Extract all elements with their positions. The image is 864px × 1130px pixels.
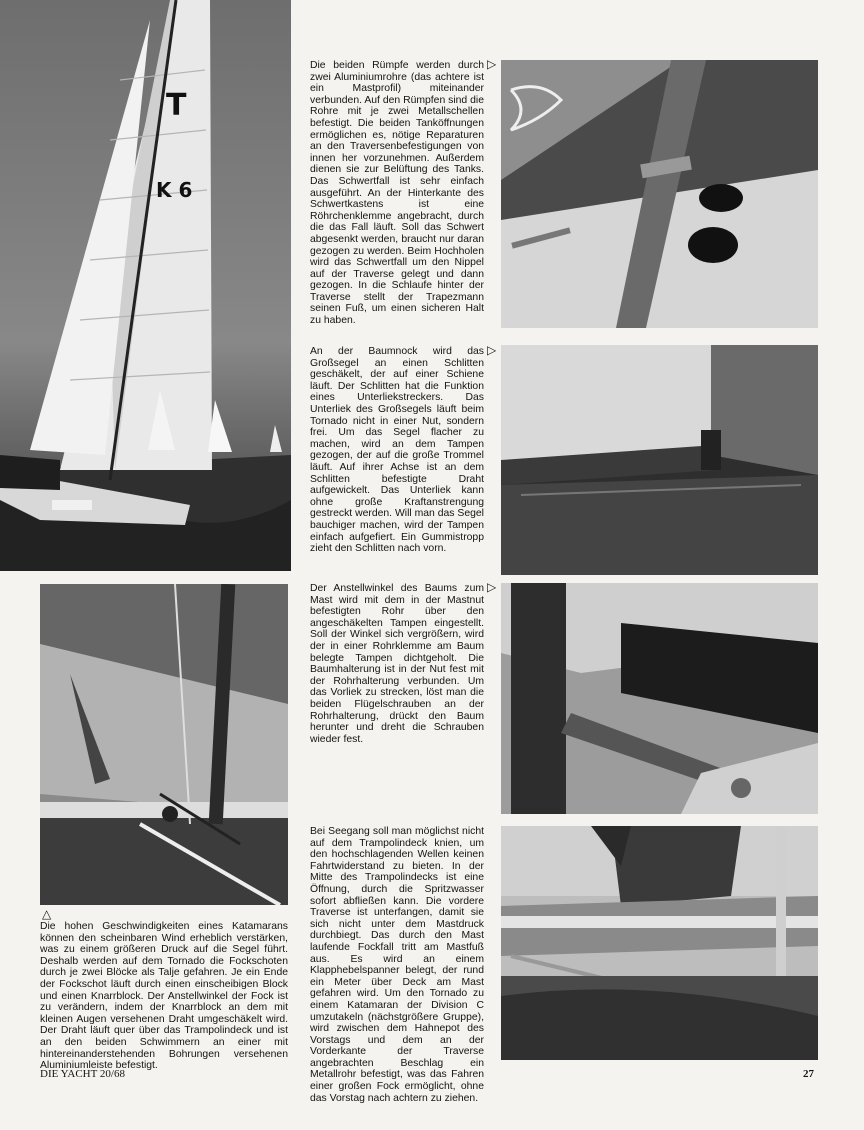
photo-boom-end (501, 345, 818, 575)
arrow-right-icon: ▷ (487, 580, 497, 594)
magazine-footer: DIE YACHT 20/68 (40, 1068, 125, 1080)
photo-cross-beam (501, 826, 818, 1060)
sail-number: K 6 (156, 178, 193, 202)
sail-letter: T (166, 88, 187, 123)
photo-racing-catamaran (0, 0, 291, 571)
page-number: 27 (803, 1068, 814, 1080)
text-boom: An der Baumnock wird das Großsegel an einen Schlitten geschäkelt, der auf einer Schiene läuft. Der Schlitten hat die Funktion eines Unterliekstreckers. Das Unterliek des Großsegels läuft beim Tornado nicht in einer Nut, sondern frei. Um das Segel flacher zu machen, wird an dem Tampen gezogen, der auf die große Trommel läuft. Auf ihrer Achse ist an dem Schlitten befestigte Draht aufgewickelt. Das Unterliek kann ohne große Kraftanstrengung gestreckt werden. Will man das Segel bauchiger machen, wird der Tampen einfach aufgefiert. Ein Gummistropp zieht den Schlitten nach vorn. (310, 346, 484, 555)
text-jib-sheets: Die hohen Geschwindigkeiten eines Katamarans können den scheinbaren Wind erheblich verstärken, was zu einem größeren Druck auf die Segel führt. Deshalb werden auf dem Tornado die Fockschoten durch je zwei Blöcke als Talje gefahren. Je ein Ende der Fockschot läuft durch einen einscheibigen Block und einen Knarrblock. Der Anstellwinkel der Fock ist zu verändern, indem der Knarrblock an dem mit kleinen Augen versehenen Draht umgeschäkelt wird. Der Draht läuft quer über das Trampolindeck und ist an den beiden Schwimmern an einer mit hintereinanderstehenden Bohrungen versehenen Aluminiumleiste befestigt. (40, 921, 288, 1072)
photo-hulls-tank-openings (501, 60, 818, 328)
text-angle: Der Anstellwinkel des Baums zum Mast wird mit dem in der Mastnut befestigten Rohr über den angeschäkelten Tampen eingestellt. Soll der Winkel sich vergrößern, wird der in einer Rohrklemme am Baum belegte Tampen dichtgeholt. Die Baumhalterung ist in der Nut fest mit der Rohrhalterung verbunden. Um das Vorliek zu strecken, löst man die beiden Flügelschrauben an der Rohrhalterung, drückt den Baum herunter und dreht die Schrauben wieder fest. (310, 583, 484, 745)
text-seaway: Bei Seegang soll man möglichst nicht auf dem Trampolindeck knien, um den hochschlagenden Wellen keinen Fahrtwiderstand zu bieten. In der Mitte des Trampolindecks ist eine Öffnung, durch die Spritzwasser sofort abfließen kann. Die vordere Traverse ist unterfangen, damit sie sich nicht unter dem Mastdruck durchbiegt. Das durch den Mast laufende Fockfall tritt am Mastfuß aus. Es wird an einem Klapphebelspanner belegt, der rund ein Meter über Deck am Mast gefahren wird. Um den Tornado zu einem Katamaran der Division C umzutakeln (nächstgrößere Gruppe), wird zwischen dem Hahnepot des Vorstags und dem an der Vorderkante der Traverse angebrachten Beschlag ein Metallrohr befestigt, was das Fahren einer großen Fock ermöglicht, ohne das Vorstag nach achtern zu ziehen. (310, 826, 484, 1104)
arrow-right-icon: ▷ (487, 57, 497, 71)
arrow-up-icon: △ (42, 907, 52, 921)
photo-jib-sheets (40, 584, 288, 905)
arrow-right-icon: ▷ (487, 343, 497, 357)
photo-boom-gooseneck (501, 583, 818, 814)
text-hulls: Die beiden Rümpfe werden durch zwei Aluminiumrohre (das achtere ist ein Mastprofil) miteinander verbunden. Auf den Rümpfen sind die Rohre mit je zwei Metallschellen befestigt. Die beiden Tanköffnungen ermöglichen es, nötige Reparaturen an den Traversenbefestigungen von innen her vorzunehmen. Außerdem dienen sie zur Belüftung des Tanks. Das Schwertfall ist sehr einfach ausgeführt. An der Hinterkante des Schwertkastens ist eine Röhrchenklemme angebracht, durch die das Fall läuft. Soll das Schwert abgesenkt werden, braucht nur daran gezogen zu werden. Beim Hochholen wird das Schwertfall um den Nippel auf der Traverse gelegt und dann gezogen. In die Schlaufe hinter der Traverse stellt der Trapezmann seinen Fuß, um einen sicheren Halt zu haben. (310, 60, 484, 327)
